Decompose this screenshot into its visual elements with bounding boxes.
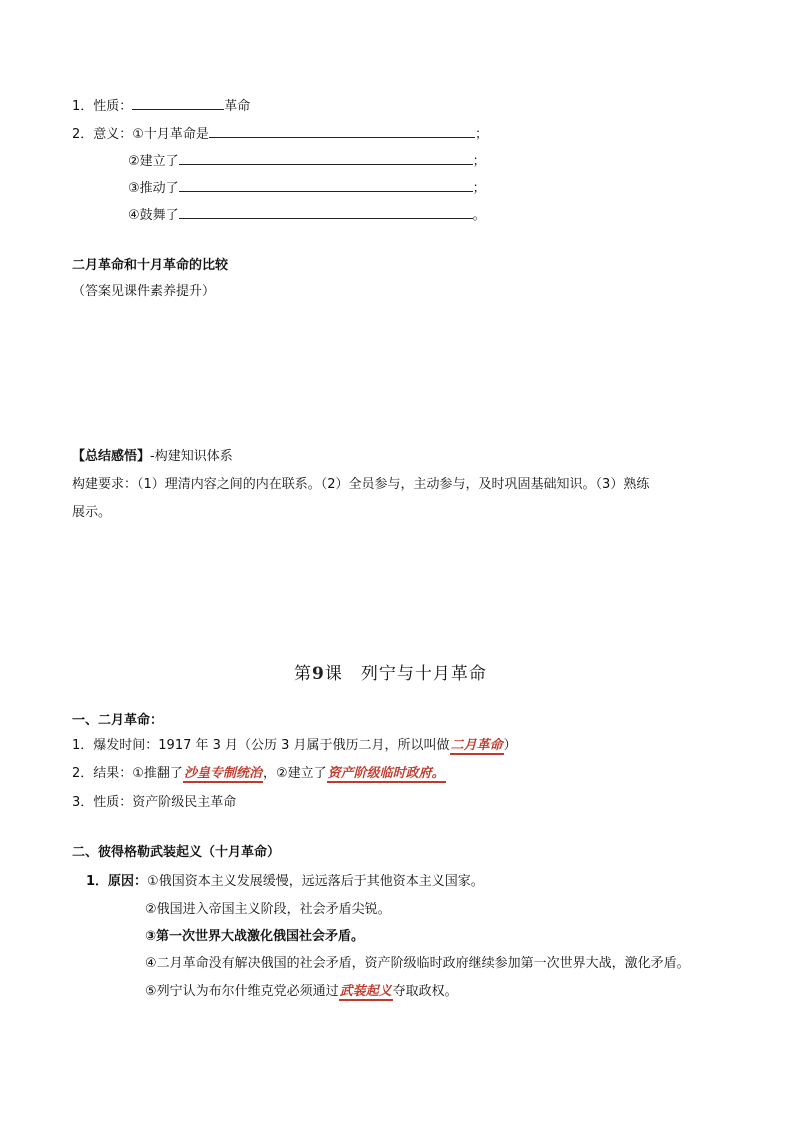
q2-blank-3[interactable]: [179, 178, 473, 192]
q2-semicolon-2: ；: [472, 154, 486, 169]
q2-item2-line: [128, 151, 486, 171]
summary-heading: [72, 448, 233, 466]
summary-tag: 【总结感悟】: [72, 449, 151, 464]
q1-label: 1．性质：: [72, 99, 133, 114]
q2-period: 。: [472, 208, 486, 223]
summary-line-1: 构建要求：（1）理清内容之间的内在联系。（2）全员参与，主动参与，及时巩固基础知识。（3）熟练: [72, 477, 650, 492]
answer-provisional-government: 资产阶级临时政府。: [327, 766, 445, 781]
section1-item1-close: ）: [503, 738, 517, 753]
cause-label: 1．原因：: [86, 874, 148, 889]
section2-cause-2: ②俄国进入帝国主义阶段，社会矛盾尖锐。: [145, 902, 391, 917]
section2-heading: 二、彼得格勒武装起义（十月革命）: [72, 845, 281, 860]
section2-cause-3: ③第一次世界大战激化俄国社会矛盾。: [145, 929, 365, 944]
cause-1-text: ①俄国资本主义发展缓慢，远远落后于其他资本主义国家。: [147, 874, 484, 889]
q2-semicolon-1: ；: [474, 127, 488, 142]
q2-item3-line: [128, 178, 486, 198]
section1-item2: [72, 765, 446, 783]
lesson-title-suffix: 课 列宁与十月革命: [324, 664, 487, 684]
q2-item2-label: ②建立了: [128, 154, 179, 169]
q2-blank-2[interactable]: [179, 151, 473, 165]
section1-item2-mid: ，②建立了: [262, 766, 327, 781]
lesson-title-number: 9: [312, 664, 325, 684]
q1-line: [72, 96, 250, 116]
q1-blank[interactable]: [132, 96, 224, 110]
q2-item4-label: ④鼓舞了: [128, 208, 179, 223]
section2-cause-1: [86, 873, 484, 891]
section1-item2-text: 2．结果：①推翻了: [72, 766, 183, 781]
q1-suffix: 革命: [224, 99, 251, 114]
lesson-title: [294, 665, 487, 683]
answer-tsar-autocracy: 沙皇专制统治: [183, 766, 262, 781]
section1-item1-text: 1．爆发时间：1917 年 3 月（公历 3 月属于俄历二月，所以叫做: [72, 738, 450, 753]
section1-item1: [72, 737, 517, 755]
cause-5-end: 夺取政权。: [392, 984, 458, 999]
answer-february-revolution: 二月革命: [450, 738, 503, 753]
cause-5-text: ⑤列宁认为布尔什维克党必须通过: [145, 984, 339, 999]
section2-cause-5: [145, 983, 458, 1001]
summary-line-2: 展示。: [72, 505, 112, 520]
q2-label: 2．意义：①十月革命是: [72, 127, 209, 142]
summary-tag-rest: -构建知识体系: [150, 449, 233, 464]
q2-line: [72, 124, 488, 144]
q2-item3-label: ③推动了: [128, 181, 179, 196]
compare-note: （答案见课件素养提升）: [72, 284, 216, 299]
q2-blank-4[interactable]: [179, 205, 473, 219]
section1-item3: 3．性质：资产阶级民主革命: [72, 795, 237, 810]
compare-heading: 二月革命和十月革命的比较: [72, 258, 229, 273]
section2-cause-4: ④二月革命没有解决俄国的社会矛盾，资产阶级临时政府继续参加第一次世界大战，激化矛盾。: [145, 956, 690, 971]
answer-armed-uprising: 武装起义: [339, 984, 392, 999]
q2-semicolon-3: ；: [472, 181, 486, 196]
lesson-title-prefix: 第: [294, 664, 312, 684]
q2-blank-1[interactable]: [209, 124, 475, 138]
q2-item4-line: [128, 205, 486, 225]
section1-heading: 一、二月革命：: [72, 713, 164, 728]
